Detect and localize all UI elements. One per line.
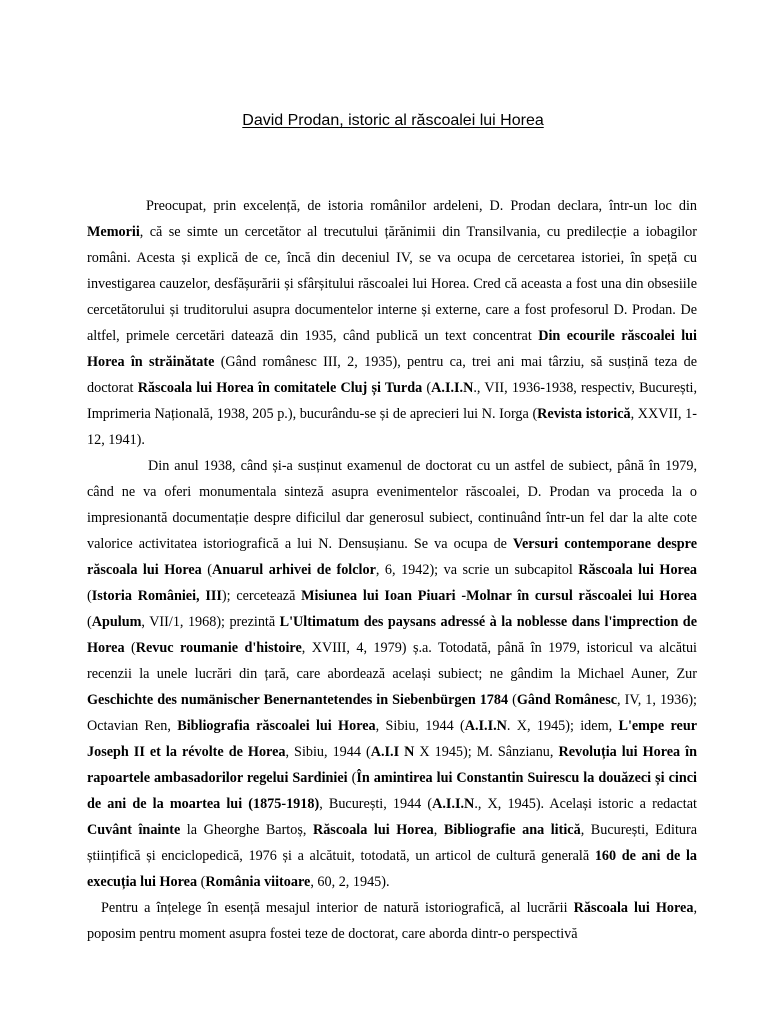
bold-citation: Revoluția lui Horea în rapoartele ambasadorilor regelui Sardiniei [87, 744, 697, 786]
paragraph-2 [87, 453, 697, 895]
text-run: , 60, 2, 1945). [310, 874, 390, 890]
text-run: ( [347, 770, 357, 786]
bold-citation: Bibliografie ana litică [443, 822, 581, 838]
text-run: , București, Editura științifică și enciclopedică, 1976 și a alcătuit, totodată, un articol de cultură generală [87, 822, 697, 864]
text-run: ., X, 1945). Același istoric a redactat [474, 796, 697, 812]
bold-citation: A.I.I.N [431, 380, 474, 396]
bold-citation: L'Ultimatum des paysans adressé à la noblesse dans l'imprection de Horea [87, 614, 697, 656]
bold-citation: Din ecourile răscoalei lui Horea în străinătate [87, 328, 697, 370]
bold-citation: Anuarul arhivei de folclor [212, 562, 376, 578]
text-run: , București, 1944 ( [319, 796, 433, 812]
bold-citation: Bibliografia răscoalei lui Horea [177, 718, 376, 734]
bold-citation: L'empe reur Joseph II et la révolte de Horea [87, 718, 698, 760]
text-run: Pentru a înțelege în esență mesajul interior de natură istoriografică, al lucrării [101, 900, 574, 916]
bold-citation: Revista istorică [537, 406, 631, 422]
paragraph-3 [87, 895, 697, 947]
bold-citation: Apulum [91, 614, 142, 630]
text-run: . X, 1945); idem, [506, 718, 619, 734]
text-run: Preocupat, prin excelență, de istoria românilor ardeleni, D. Prodan declara, într-un loc din [146, 198, 697, 214]
page-title: David Prodan, istoric al răscoalei lui Horea [242, 112, 544, 129]
text-run: ( [422, 380, 432, 396]
text-run: , [433, 822, 444, 838]
text-run: ( [197, 874, 206, 890]
text-run: ., VII, 1936-1938, respectiv, București, Imprimeria Națională, 1938, 205 p.), bucurându-se și de aprecieri lui N. Iorga ( [87, 380, 698, 422]
text-run: , IV, 1, 1936); Octavian Ren, [87, 692, 697, 734]
text-run: , VII/1, 1968); prezintă [141, 614, 280, 630]
text-run: ( [124, 640, 136, 656]
bold-citation: Misiunea lui Ioan Piuari -Molnar în cursul răscoalei lui Horea [301, 588, 697, 604]
text-run: , că se simte un cercetător al trecutului țărănimii din Transilvania, cu predilecție a iobagilor români. Acesta și explică de ce, încă din deceniul IV, se va ocupa de cercetarea istoriei, în speță cu investigarea cauzelor, desfășurării și sfârșitului răscoalei lui Horea. Cred că aceasta a fost una din obsesiile cercetătorului și truditorului asupra documentelor interne și externe, care a fost profesorul D. Prodan. De altfel, primele cercetări datează din 1935, când publică un text concentrat [87, 224, 697, 344]
text-run: , XXVII, 1-12, 1941). [87, 406, 697, 448]
paragraph-1 [87, 193, 697, 453]
text-run: ( [87, 614, 92, 630]
body-text [87, 193, 697, 947]
bold-citation: 160 de ani de la execuția lui Horea [87, 848, 697, 890]
bold-citation: Răscoala lui Horea [578, 562, 697, 578]
bold-citation: Gând Românesc [516, 692, 618, 708]
text-run: , XVIII, 4, 1979) ș.a. Totodată, până în 1979, istoricul va alcătui recenzii la unele lucrări din țară, care abordează același subiect; ne gândim la Michael Auner, Zur [87, 640, 697, 682]
text-run: ( [508, 692, 517, 708]
bold-citation: Cuvânt înainte [87, 822, 181, 838]
bold-citation: În amintirea lui Constantin Suirescu la douăzeci și cinci de ani de la moartea lui (1875-1918) [87, 770, 697, 812]
bold-citation: Istoria României, III [91, 588, 222, 604]
text-run: , Sibiu, 1944 ( [285, 744, 371, 760]
bold-citation: A.I.I N [370, 744, 415, 760]
bold-citation: Memorii [87, 224, 140, 240]
text-run: la Gheorghe Bartoș, [180, 822, 313, 838]
text-run: ( [87, 588, 92, 604]
bold-citation: România viitoare [205, 874, 311, 890]
bold-citation: A.I.I.N [464, 718, 507, 734]
bold-citation: A.I.I.N [432, 796, 475, 812]
text-run: X 1945); M. Sânzianu, [414, 744, 559, 760]
text-run: , 6, 1942); va scrie un subcapitol [375, 562, 579, 578]
bold-citation: Răscoala lui Horea [573, 900, 694, 916]
bold-citation: Revuc roumanie d'histoire [135, 640, 302, 656]
bold-citation: Geschichte des numänischer Benernantetendes in Siebenbürgen 1784 [87, 692, 509, 708]
text-run: (Gând românesc III, 2, 1935), pentru ca, trei ani mai târziu, să susțină teza de doctorat [87, 354, 697, 396]
text-run: Din anul 1938, când și-a susținut examenul de doctorat cu un astfel de subiect, până în 1979, când ne va oferi monumentala sinteză asupra evenimentelor răscoalei, D. Prodan va proceda la o impresionantă documentație despre dificilul dar generosul subiect, continuând într-un fel dar la alte cote valorice activitatea istoriografică a lui N. Densușianu. Se va ocupa de [87, 458, 697, 552]
text-run: , poposim pentru moment asupra fostei teze de doctorat, care aborda dintr-o perspectivă [87, 900, 697, 942]
bold-citation: Răscoala lui Horea [312, 822, 434, 838]
bold-citation: Răscoala lui Horea în comitatele Cluj și Turda [137, 380, 423, 396]
text-run: , Sibiu, 1944 ( [375, 718, 465, 734]
text-run: ( [201, 562, 212, 578]
bold-citation: Versuri contemporane despre răscoala lui Horea [87, 536, 697, 578]
text-run: ); cercetează [221, 588, 302, 604]
